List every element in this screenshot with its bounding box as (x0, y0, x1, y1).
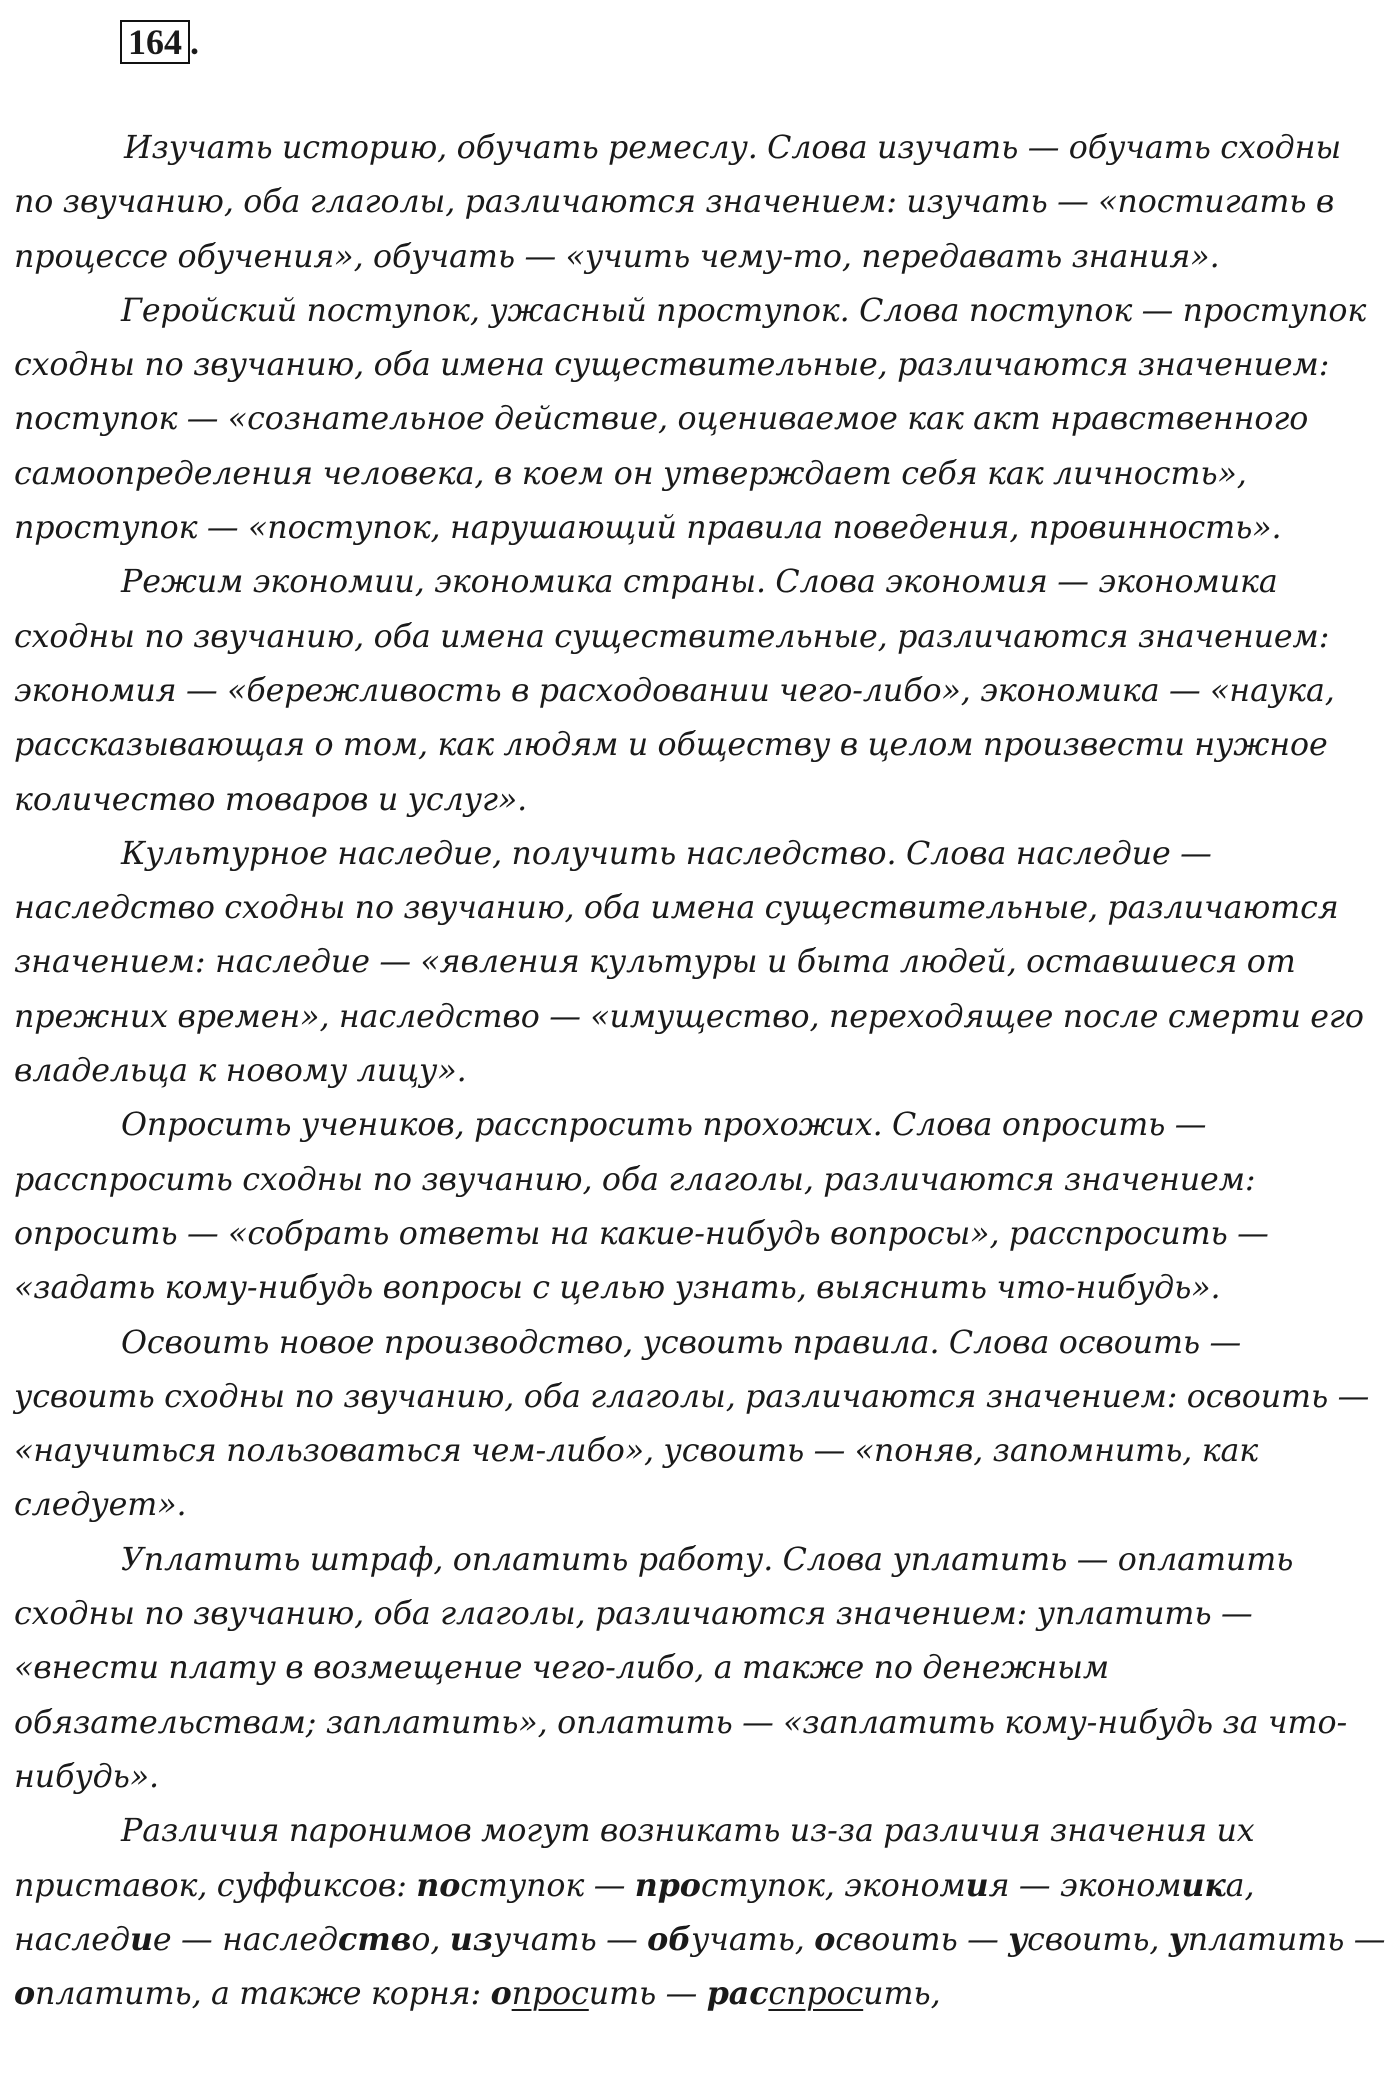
morpheme-highlight: из (449, 1920, 493, 1958)
paragraph-ekonomiya: Режим экономии, экономика страны. Слова экономия — экономика сходны по звучанию, оба имена существительные, различаются значением: экономия — «бережливость в расходовании чего-либо», экономика — «наука, рассказывающая о том, как людям и обществу в целом произвести нужное количество товаров и услуг». (14, 564, 1335, 818)
morpheme-highlight: и (129, 1920, 153, 1958)
exercise-number-dot: . (190, 22, 199, 62)
root-underline: прос (511, 1976, 589, 2013)
paragraph-osvoit: Освоить новое производство, усвоить правила. Слова освоить — усвоить сходны по звучанию, оба глаголы, различаются значением: освоить — «научиться пользоваться чем-либо», усвоить — «поняв, запомнить, как следует». (14, 1324, 1370, 1524)
paragraph-oprosit: Опросить учеников, расспросить прохожих. Слова опросить — расспросить сходны по звучанию, оба глаголы, различаются значением: опросить — «собрать ответы на какие-нибудь вопросы», расспросить — «задать кому-нибудь вопросы с целью узнать, выяснить что-нибудь». (14, 1107, 1269, 1307)
summary-text-fragment: своить — (835, 1921, 1009, 1958)
morpheme-highlight: о (814, 1920, 836, 1958)
summary-text-fragment: а, наслед (14, 1867, 1255, 1958)
morpheme-highlight: про (634, 1866, 701, 1904)
paragraph-postupok: Геройский поступок, ужасный проступок. Слова поступок — проступок сходны по звучанию, оба имена существительные, различаются значением: поступок — «сознательное действие, оцениваемое как акт нравственного самоопределения человека, в коем он утверждает себя как личность», проступок — «поступок, нарушающий правила поведения, провинность». (14, 292, 1367, 547)
morpheme-highlight: о (490, 1975, 512, 2013)
summary-text-fragment: платить — (1187, 1921, 1386, 1958)
morpheme-highlight: ик (1181, 1866, 1226, 1904)
morpheme-highlight: у (1168, 1920, 1188, 1958)
summary-text-fragment: ить — (588, 1976, 707, 2013)
summary-intro: Различия паронимов могут возникать из-за различия значения их приставок, суффиксов: (14, 1813, 1255, 1904)
paragraph-summary (14, 1804, 1389, 2021)
morpheme-highlight: о (14, 1975, 36, 2013)
morpheme-highlight: и (965, 1866, 989, 1904)
morpheme-highlight: об (647, 1920, 691, 1958)
morpheme-highlight: у (1008, 1920, 1028, 1958)
summary-text-fragment: учать, (691, 1921, 815, 1958)
summary-text-fragment: о, (411, 1921, 450, 1958)
summary-text-fragment: я — эконом (988, 1867, 1182, 1904)
paragraph-nasledie: Культурное наследие, получить наследство. Слова наследие — наследство сходны по звучанию, оба имена существительные, различаются значением: наследие — «явления культуры и быта людей, оставшиеся от прежних времен», наследство — «имущество, переходящее после смерти его владельца к новому лицу». (14, 835, 1364, 1090)
summary-text-fragment: учать — (492, 1921, 648, 1958)
summary-text-fragment: е — наслед (152, 1921, 338, 1958)
morpheme-highlight: ств (338, 1920, 412, 1958)
paragraph-uplatit: Уплатить штраф, оплатить работу. Слова уплатить — оплатить сходны по звучанию, оба глаголы, различаются значением: уплатить — «внести плату в возмещение чего-либо, а также по денежным обязательствам; заплатить», оплатить — «заплатить кому-нибудь за что-нибудь». (14, 1541, 1348, 1795)
exercise-number-box: 164 (120, 20, 190, 64)
exercise-number (120, 20, 199, 64)
summary-text-fragment: ступок, эконом (700, 1867, 966, 1904)
summary-text-fragment: платить, а также корня: (35, 1976, 491, 2013)
root-underline: спрос (768, 1976, 864, 2013)
summary-text-fragment: своить, (1027, 1921, 1169, 1958)
summary-text-fragment: ступок — (460, 1867, 635, 1904)
exercise-answer-text (14, 121, 1389, 2021)
morpheme-highlight: по (416, 1866, 461, 1904)
paragraph-izuchat: Изучать историю, обучать ремеслу. Слова изучать — обучать сходны по звучанию, оба глаголы, различаются значением: изучать — «постигать в процессе обучения», обучать — «учить чему-то, передавать знания». (14, 130, 1342, 275)
summary-text-fragment: ить, (863, 1976, 941, 2013)
morpheme-highlight: рас (706, 1975, 769, 2013)
